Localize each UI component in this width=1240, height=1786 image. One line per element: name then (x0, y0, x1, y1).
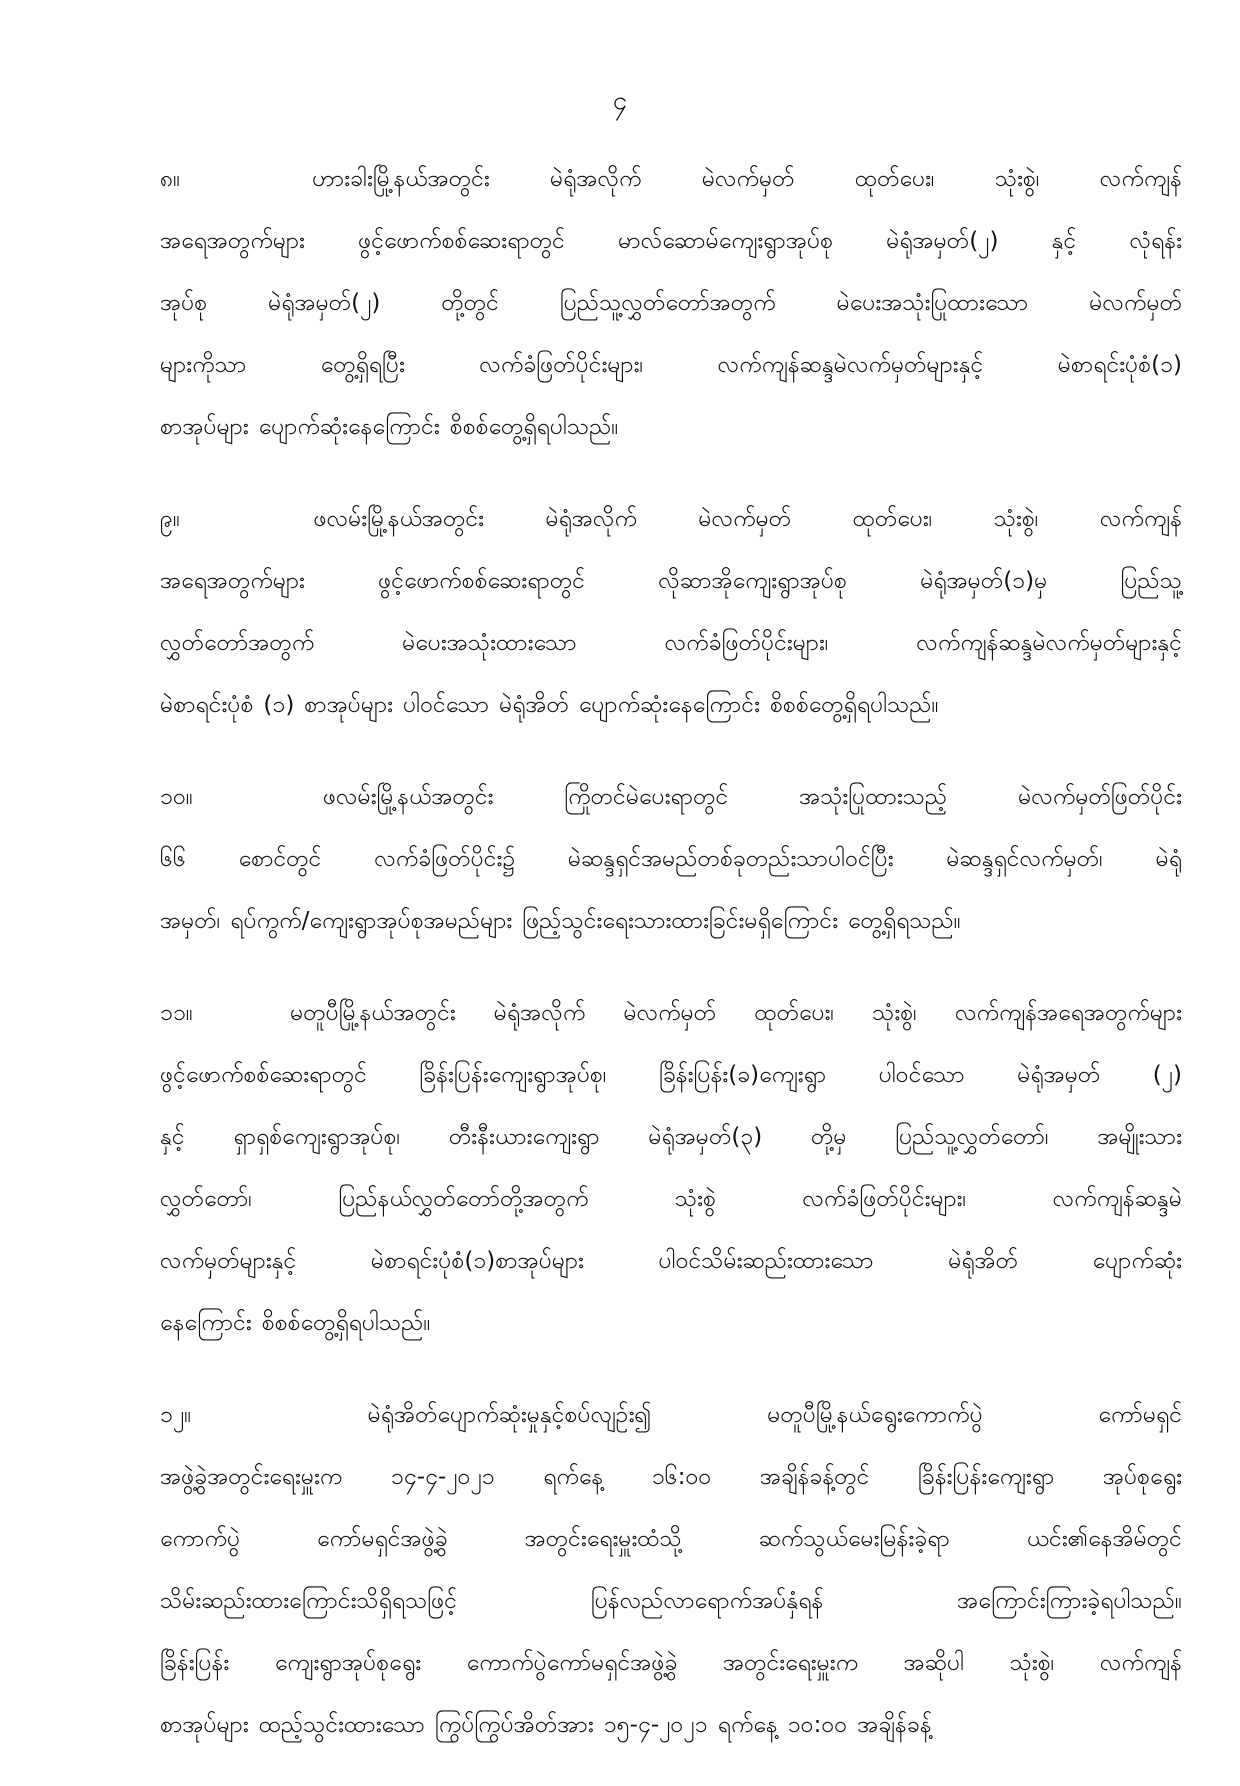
paragraph-line (160, 1168, 1182, 1230)
word: မဲရုံအိတ် (948, 1248, 1019, 1274)
word: ၁၅-၄-၂၀၂၁ (603, 1712, 708, 1738)
word: မဲလက်မှတ် (701, 166, 795, 192)
paragraph (160, 982, 1182, 1354)
word: မဲရုံအလိုက် (550, 166, 642, 192)
word: မဲလက်မှတ် (1089, 290, 1182, 316)
word: ဆက်သွယ်မေးမြန်းခဲ့ရာ (758, 1526, 950, 1552)
word: ပျောက်ဆုံးနေကြောင်း (258, 414, 440, 440)
word: အတွင်းရေးမှူးထံသို့ (524, 1526, 682, 1552)
word: မဲလက်မှတ် (698, 506, 792, 532)
word: ပျောက်ဆုံး (1092, 1248, 1182, 1274)
word: လက်ခံဖြတ်ပိုင်းများ၊ (479, 352, 644, 378)
document-body (160, 148, 1182, 1786)
word: သိမ်းဆည်းထားကြောင်းသိရှိရသဖြင့် (160, 1588, 458, 1614)
word: နှင့် (160, 1124, 185, 1150)
word: တို့မှ (810, 1124, 847, 1150)
word: ပြန်လည်လာရောက်အပ်နှံရန် (590, 1588, 824, 1614)
paragraph-line (160, 612, 1182, 674)
word: အုပ်စု (160, 290, 208, 316)
word: မဲရုံအမှတ် (1017, 1062, 1101, 1088)
word: ကော်မရှင်အဖွဲ့ခွဲ (317, 1526, 448, 1552)
word: (၁) (263, 692, 295, 718)
word: မဲရုံ (1155, 846, 1182, 872)
word: ခြိန်းပြန်းကျေးရွာ (917, 1464, 1055, 1490)
word: စာအုပ်များ (304, 692, 393, 718)
word: ပါဝင်သော (403, 692, 490, 718)
word: ရပ်ကွက်/ကျေးရွာအုပ်စုအမည်များ (230, 908, 513, 934)
word: မဲဆန္ဒရှင်အမည်တစ်ခုတည်းသာပါဝင်ပြီး (567, 846, 894, 872)
word: ဖြည့်သွင်းရေးသားထားခြင်းမရှိကြောင်း (522, 908, 839, 934)
word: သုံးစွဲ၊ (993, 506, 1039, 532)
paragraph-number: ၈။ (160, 166, 181, 192)
word: မဲစာရင်းပုံစံ(၁) (1057, 352, 1182, 378)
word: ၁၀:၀၀ (787, 1712, 848, 1738)
word: ကြိုတင်မဲပေးရာတွင် (564, 784, 729, 810)
word: လွှတ်တော်၊ (160, 1186, 252, 1212)
paragraph-line (160, 982, 1182, 1044)
word: လက်ခံဖြတ်ပိုင်းများ၊ (664, 630, 829, 656)
word: သုံးစွဲ၊ (994, 166, 1040, 192)
word: ထုတ်ပေး၊ (852, 506, 933, 532)
word: ထုတ်ပေး၊ (754, 1000, 835, 1026)
word: မဲရုံအမှတ်(၂) (268, 290, 381, 316)
word: မဲပေးအသုံးပြုထားသော (836, 290, 1029, 316)
word: မဲရုံအမှတ်(၂) (886, 228, 999, 254)
word: အတွင်းရေးမှူးက (723, 1650, 859, 1676)
word: လက်မှတ်များနှင့် (160, 1248, 297, 1274)
word: အကြောင်းကြားခဲ့ရပါသည်။ (957, 1588, 1182, 1614)
paragraph-number: ၁၁။ (160, 1000, 193, 1026)
word: လက်ကျန်အရေအတွက်များ (954, 1000, 1182, 1026)
word: ထုတ်ပေး၊ (854, 166, 935, 192)
paragraph-line (160, 1694, 1182, 1756)
word: ဖွင့်ဖောက်စစ်ဆေးရာတွင် (160, 1062, 367, 1088)
word: ခြိန်းပြန်း (160, 1650, 230, 1676)
paragraph-line (160, 1570, 1182, 1632)
paragraph (160, 148, 1182, 458)
word: ကောက်ပွဲ (160, 1526, 241, 1552)
word: ရက်နေ့ (543, 1464, 604, 1490)
paragraph-line (160, 1044, 1182, 1106)
word: ကောက်ပွဲကော်မရှင်အဖွဲ့ခွဲ (466, 1650, 678, 1676)
word: လိုဆာအိုကျေးရွာအုပ်စု (658, 568, 847, 594)
word: စိစစ်တွေ့ရှိရပါသည်။ (261, 1310, 431, 1336)
word: မဲစာရင်းပုံစံ (160, 692, 254, 718)
word: လက်ခံဖြတ်ပိုင်းများ၊ (802, 1186, 967, 1212)
paragraph (160, 766, 1182, 952)
paragraph-line (160, 488, 1182, 550)
paragraph-line (160, 396, 1182, 458)
word: ခြိန်းပြန်း(ခ)ကျေးရွာ (658, 1062, 827, 1088)
word: တို့တွင် (441, 290, 499, 316)
word: အုပ်စုရွေး (1102, 1464, 1182, 1490)
word: မဲရုံအလိုက် (545, 506, 637, 532)
word: မဲရုံအိတ် (499, 692, 569, 718)
word: စာအုပ်များ (160, 414, 249, 440)
word: မဲရုံအမှတ်(၃) (648, 1124, 763, 1150)
word: ပျောက်ဆုံးနေကြောင်း (578, 692, 760, 718)
word: ဟားခါးမြို့နယ်အတွင်း (312, 166, 490, 192)
word: ရှာရှစ်ကျေးရွာအုပ်စု၊ (233, 1124, 401, 1150)
paragraph-line (160, 674, 1182, 736)
word: ဖလမ်းမြို့နယ်အတွင်း (313, 506, 485, 532)
word: သုံးစွဲ၊ (1009, 1650, 1055, 1676)
word: အရေအတွက်များ (160, 228, 305, 254)
paragraph-line (160, 148, 1182, 210)
word: မဲဆန္ဒရှင်လက်မှတ်၊ (946, 846, 1103, 872)
word: အမှတ်၊ (160, 908, 221, 934)
word: စိစစ်တွေ့ရှိရပါသည်။ (449, 414, 619, 440)
word: အမျိုးသား (1097, 1124, 1182, 1150)
word: ဖလမ်းမြို့နယ်အတွင်း (322, 784, 494, 810)
word: မာလ်ဆောမ်ကျေးရွာအုပ်စု (618, 228, 834, 254)
word: လုံရန်း (1129, 228, 1182, 254)
word: ကော်မရှင် (1098, 1402, 1182, 1428)
word: အဆိုပါ (903, 1650, 965, 1676)
word: ပြည်သူ့ (1120, 568, 1182, 594)
word: လက်ကျန် (1099, 166, 1182, 192)
word: သုံးစွဲ၊ (872, 1000, 917, 1026)
paragraph-line (160, 766, 1182, 828)
word: ၁၆:၀၀ (651, 1464, 712, 1490)
word: စောင်တွင် (238, 846, 322, 872)
paragraph-number: ၉။ (160, 506, 180, 532)
paragraph-line (160, 1446, 1182, 1508)
word: မတူပီမြို့နယ်အတွင်း (290, 1000, 456, 1026)
word: အရေအတွက်များ (160, 568, 305, 594)
word: ပါဝင်သိမ်းဆည်းထားသော (658, 1248, 874, 1274)
word: တွေ့ရှိရပြီး (320, 352, 405, 378)
paragraph-line (160, 890, 1182, 952)
word: ၁၄-၄-၂၀၂၁ (390, 1464, 495, 1490)
word: နှင့် (1051, 228, 1077, 254)
word: ယင်း၏နေအိမ်တွင် (1026, 1526, 1182, 1552)
word: မဲလက်မှတ်ဖြတ်ပိုင်း (1018, 784, 1182, 810)
paragraph-line (160, 334, 1182, 396)
word: အဖွဲ့ခွဲအတွင်းရေးမှူးက (160, 1464, 343, 1490)
word: ပြည်သူ့လွှတ်တော်၊ (895, 1124, 1049, 1150)
word: မဲရုံအိတ်ပျောက်ဆုံးမှုနှင့်စပ်လျဉ်း၍ (367, 1402, 652, 1428)
word: မဲစာရင်းပုံစံ(၁)စာအုပ်များ (370, 1248, 584, 1274)
word: နေကြောင်း (160, 1310, 252, 1336)
paragraph (160, 1384, 1182, 1756)
word: (၂) (1152, 1062, 1182, 1088)
paragraph-line (160, 550, 1182, 612)
paragraph-line (160, 272, 1182, 334)
word: အချိန်ခန့်တွင် (759, 1464, 870, 1490)
word: စိစစ်တွေ့ရှိရပါသည်။ (769, 692, 939, 718)
paragraph-line (160, 1292, 1182, 1354)
word: လက်ကျန်ဆန္ဒမဲ (1052, 1186, 1182, 1212)
paragraph-line (160, 210, 1182, 272)
word: မတူပီမြို့နယ်ရွေးကောက်ပွဲ (767, 1402, 983, 1428)
word: လက်ကျန် (1099, 506, 1182, 532)
word: မဲပေးအသုံးထားသော (402, 630, 577, 656)
word: ထည့်သွင်းထားသော (258, 1712, 425, 1738)
paragraph-number: ၁၀။ (160, 784, 193, 810)
paragraph-line (160, 1230, 1182, 1292)
word: တီးနီးယားကျေးရွာ (448, 1124, 600, 1150)
paragraph-line (160, 1106, 1182, 1168)
word: မဲရုံအလိုက် (493, 1000, 586, 1026)
paragraph-line (160, 828, 1182, 890)
word: ဖွင့်ဖောက်စစ်ဆေးရာတွင် (358, 228, 565, 254)
word: စာအုပ်များ (160, 1712, 249, 1738)
paragraph-line (160, 1384, 1182, 1446)
paragraph-number: ၁၂။ (160, 1402, 192, 1428)
word: လက်ကျန်ဆန္ဒမဲလက်မှတ်များနှင့် (916, 630, 1182, 656)
paragraph-line (160, 1632, 1182, 1694)
word: ရက်နေ့ (717, 1712, 778, 1738)
paragraph (160, 488, 1182, 736)
word: မဲရုံအမှတ်(၁)မှ (920, 568, 1048, 594)
word: ပြည်သူ့လွှတ်တော်အတွက် (559, 290, 776, 316)
word: ကျေးရွာအုပ်စုရွေး (274, 1650, 422, 1676)
word: ၆၆ (160, 846, 186, 872)
word: ကြွပ်ကြွပ်အိတ်အား (434, 1712, 594, 1738)
word: လက်ကျန် (1099, 1650, 1182, 1676)
paragraph-line (160, 1508, 1182, 1570)
word: လက်ကျန်ဆန္ဒမဲလက်မှတ်များနှင့် (717, 352, 984, 378)
word: အသုံးပြုထားသည့် (799, 784, 948, 810)
word: များကိုသာ (160, 352, 247, 378)
word: ခြိန်းပြန်းကျေးရွာအုပ်စု၊ (419, 1062, 607, 1088)
word: ဖွင့်ဖောက်စစ်ဆေးရာတွင် (378, 568, 586, 594)
word: ပါဝင်သော (878, 1062, 965, 1088)
word: အချိန်ခန့် (857, 1712, 932, 1738)
word: သုံးစွဲ (674, 1186, 716, 1212)
word: လက်ခံဖြတ်ပိုင်း၌ (374, 846, 516, 872)
word: ပြည်နယ်လွှတ်တော်တို့အတွက် (338, 1186, 589, 1212)
word: လွှတ်တော်အတွက် (160, 630, 315, 656)
word: မဲလက်မှတ် (623, 1000, 717, 1026)
word: တွေ့ရှိရသည်။ (848, 908, 961, 934)
page-number: ၄ (612, 86, 628, 116)
